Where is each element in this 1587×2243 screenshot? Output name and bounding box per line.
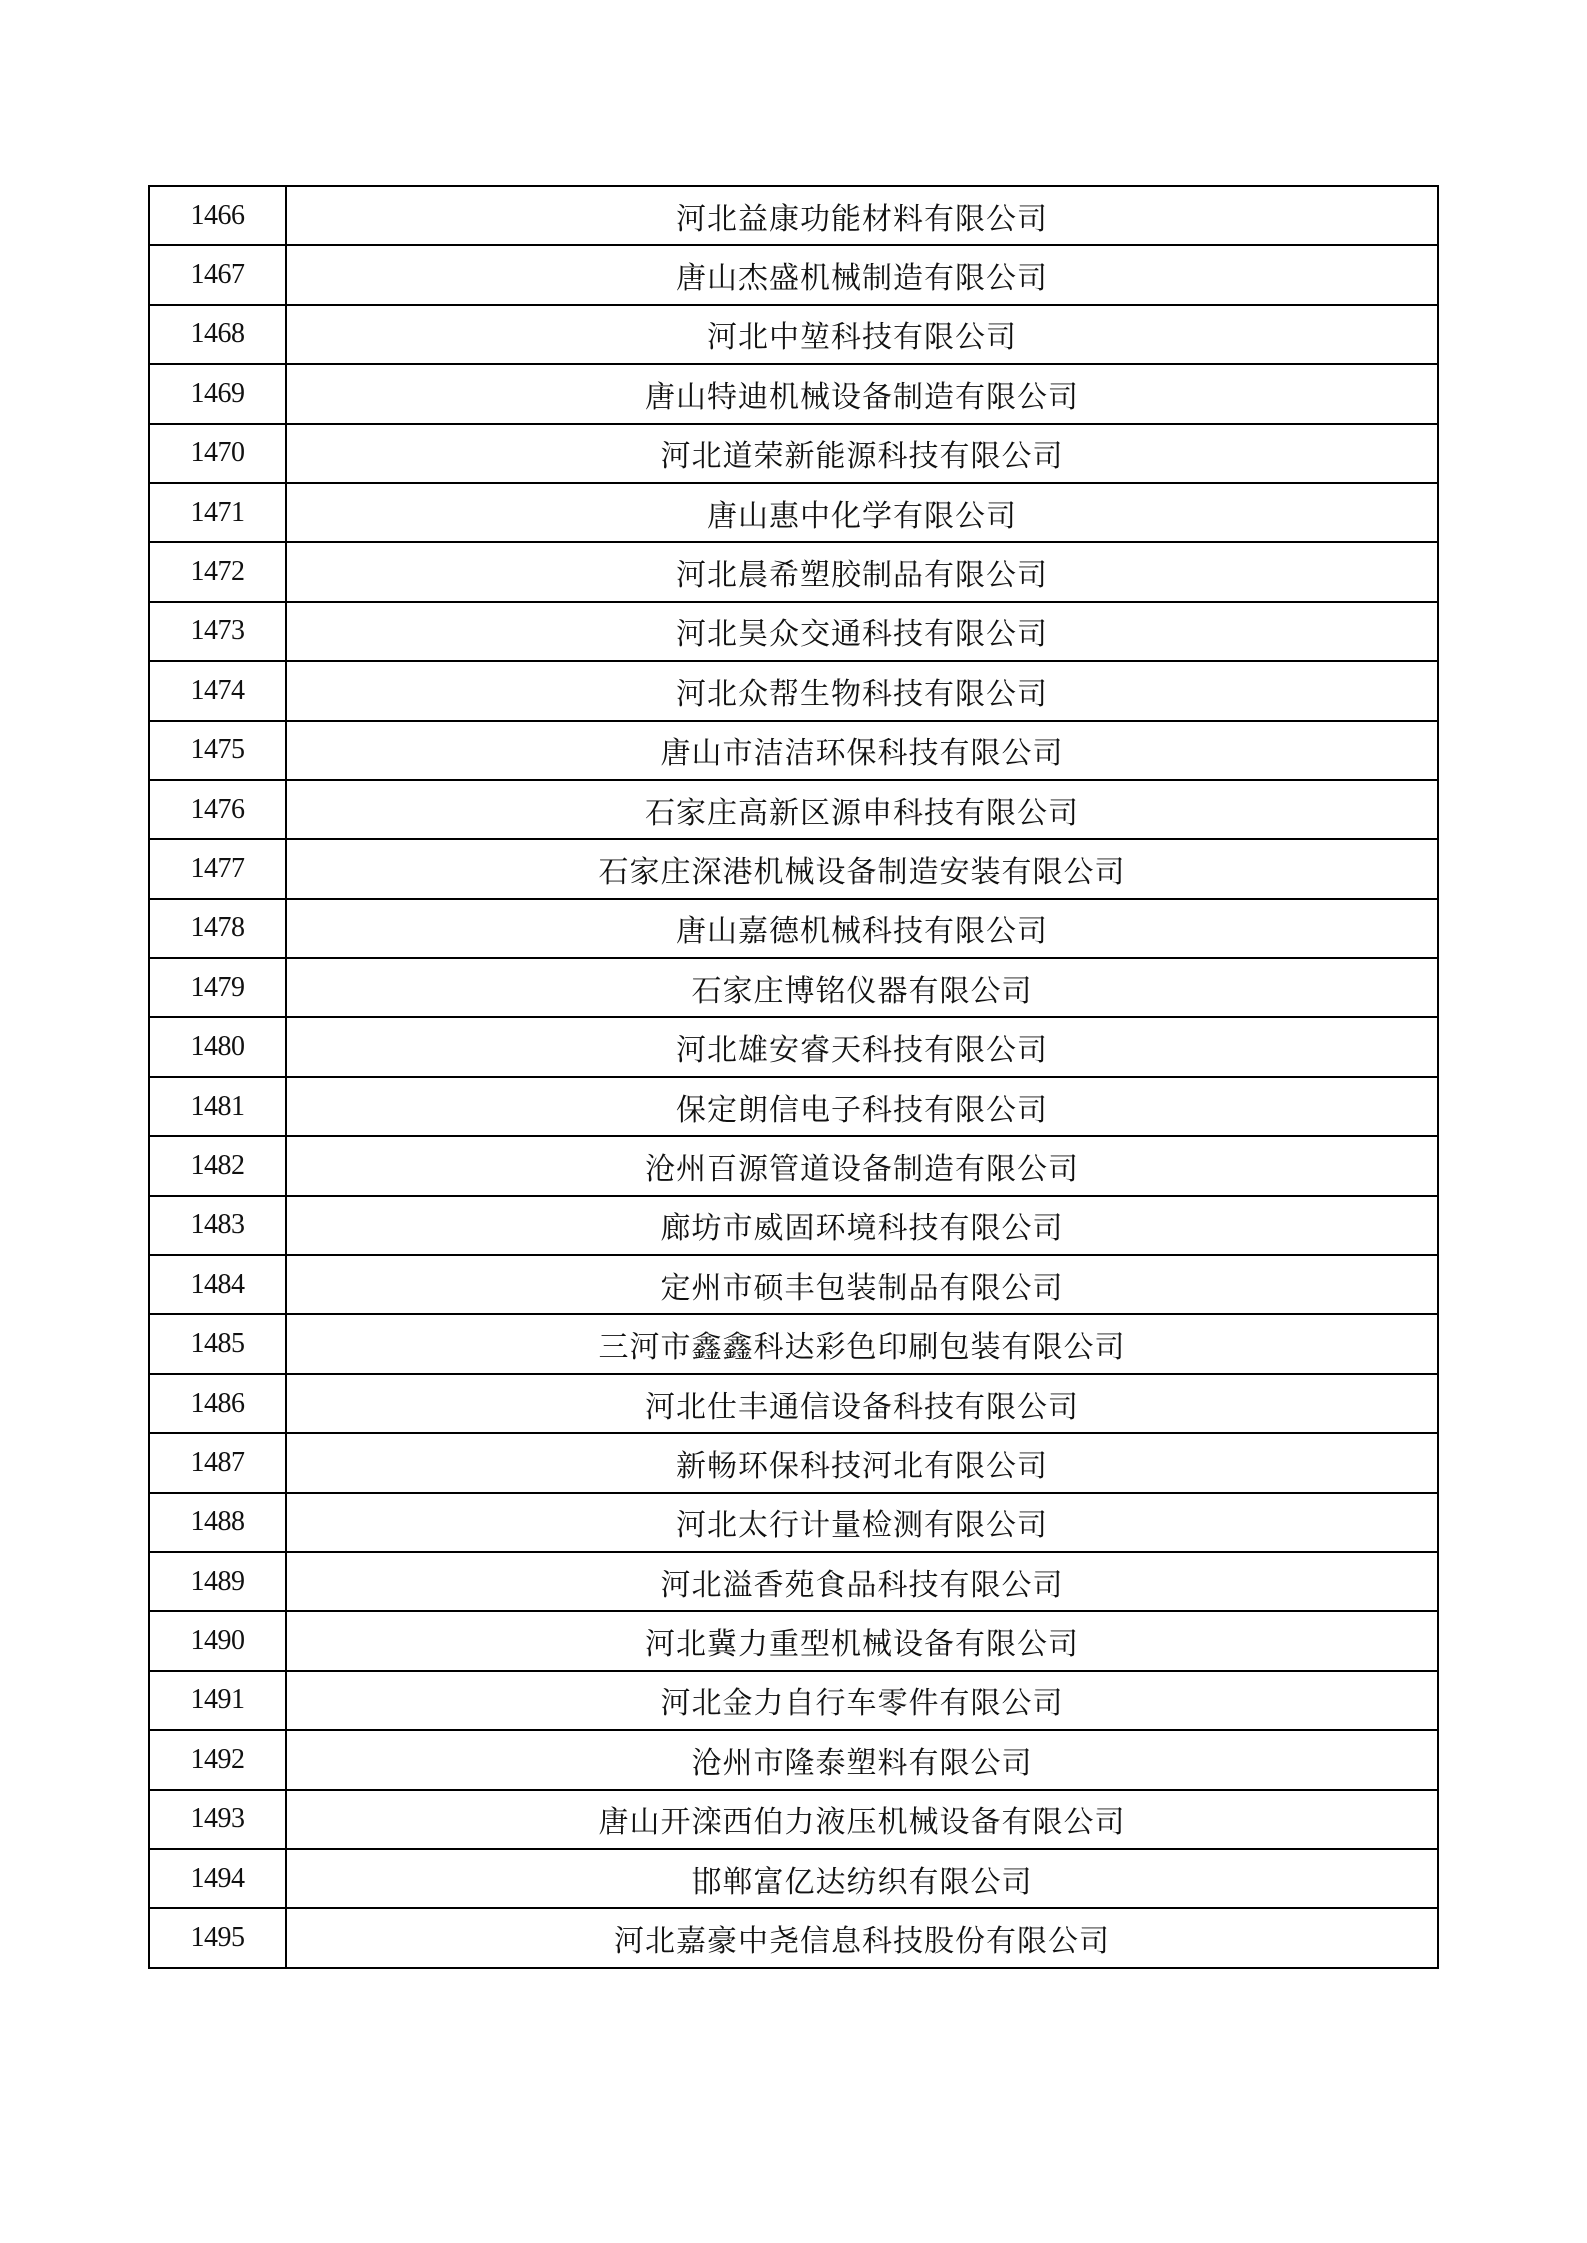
company-name: 河北嘉豪中尧信息科技股份有限公司 bbox=[286, 1908, 1438, 1967]
table-row bbox=[149, 1671, 1438, 1730]
table-row bbox=[149, 1908, 1438, 1967]
table-row bbox=[149, 721, 1438, 780]
company-name: 河北雄安睿天科技有限公司 bbox=[286, 1017, 1438, 1076]
row-number: 1486 bbox=[149, 1374, 286, 1433]
row-number: 1492 bbox=[149, 1730, 286, 1789]
table-row bbox=[149, 1255, 1438, 1314]
row-number: 1481 bbox=[149, 1077, 286, 1136]
company-name: 河北道荣新能源科技有限公司 bbox=[286, 424, 1438, 483]
row-number: 1472 bbox=[149, 542, 286, 601]
table-row bbox=[149, 958, 1438, 1017]
table-row bbox=[149, 1493, 1438, 1552]
company-name: 唐山嘉德机械科技有限公司 bbox=[286, 899, 1438, 958]
company-name: 保定朗信电子科技有限公司 bbox=[286, 1077, 1438, 1136]
table-row bbox=[149, 483, 1438, 542]
row-number: 1466 bbox=[149, 186, 286, 245]
table-row bbox=[149, 1196, 1438, 1255]
company-name: 唐山特迪机械设备制造有限公司 bbox=[286, 364, 1438, 423]
company-name: 石家庄高新区源申科技有限公司 bbox=[286, 780, 1438, 839]
company-name: 沧州市隆泰塑料有限公司 bbox=[286, 1730, 1438, 1789]
table-row bbox=[149, 602, 1438, 661]
table-row bbox=[149, 1790, 1438, 1849]
table-row bbox=[149, 364, 1438, 423]
company-name: 定州市硕丰包装制品有限公司 bbox=[286, 1255, 1438, 1314]
table-row bbox=[149, 1611, 1438, 1670]
company-name: 河北金力自行车零件有限公司 bbox=[286, 1671, 1438, 1730]
company-name: 石家庄博铭仪器有限公司 bbox=[286, 958, 1438, 1017]
table-row bbox=[149, 1017, 1438, 1076]
company-name: 唐山惠中化学有限公司 bbox=[286, 483, 1438, 542]
row-number: 1475 bbox=[149, 721, 286, 780]
table-row bbox=[149, 899, 1438, 958]
row-number: 1493 bbox=[149, 1790, 286, 1849]
row-number: 1480 bbox=[149, 1017, 286, 1076]
row-number: 1468 bbox=[149, 305, 286, 364]
row-number: 1476 bbox=[149, 780, 286, 839]
company-name: 河北仕丰通信设备科技有限公司 bbox=[286, 1374, 1438, 1433]
table-row bbox=[149, 542, 1438, 601]
company-name: 三河市鑫鑫科达彩色印刷包装有限公司 bbox=[286, 1314, 1438, 1373]
company-name: 石家庄深港机械设备制造安装有限公司 bbox=[286, 839, 1438, 898]
company-name: 河北太行计量检测有限公司 bbox=[286, 1493, 1438, 1552]
company-name: 新畅环保科技河北有限公司 bbox=[286, 1433, 1438, 1492]
company-name: 河北众帮生物科技有限公司 bbox=[286, 661, 1438, 720]
row-number: 1494 bbox=[149, 1849, 286, 1908]
company-name: 河北冀力重型机械设备有限公司 bbox=[286, 1611, 1438, 1670]
row-number: 1495 bbox=[149, 1908, 286, 1967]
row-number: 1479 bbox=[149, 958, 286, 1017]
table-row bbox=[149, 1077, 1438, 1136]
row-number: 1482 bbox=[149, 1136, 286, 1195]
table-row bbox=[149, 1849, 1438, 1908]
table-row bbox=[149, 1136, 1438, 1195]
table-row bbox=[149, 1374, 1438, 1433]
company-name: 河北益康功能材料有限公司 bbox=[286, 186, 1438, 245]
company-name: 河北中堃科技有限公司 bbox=[286, 305, 1438, 364]
row-number: 1484 bbox=[149, 1255, 286, 1314]
company-name: 唐山市洁洁环保科技有限公司 bbox=[286, 721, 1438, 780]
company-name: 邯郸富亿达纺织有限公司 bbox=[286, 1849, 1438, 1908]
row-number: 1489 bbox=[149, 1552, 286, 1611]
company-name: 河北晨希塑胶制品有限公司 bbox=[286, 542, 1438, 601]
row-number: 1488 bbox=[149, 1493, 286, 1552]
row-number: 1487 bbox=[149, 1433, 286, 1492]
company-list-table bbox=[148, 185, 1439, 1969]
table-row bbox=[149, 780, 1438, 839]
table-body bbox=[149, 186, 1438, 1968]
table-row bbox=[149, 1314, 1438, 1373]
table-row bbox=[149, 1552, 1438, 1611]
row-number: 1473 bbox=[149, 602, 286, 661]
table-row bbox=[149, 1433, 1438, 1492]
company-name: 廊坊市威固环境科技有限公司 bbox=[286, 1196, 1438, 1255]
company-name: 唐山开滦西伯力液压机械设备有限公司 bbox=[286, 1790, 1438, 1849]
row-number: 1478 bbox=[149, 899, 286, 958]
table-row bbox=[149, 1730, 1438, 1789]
table-row bbox=[149, 186, 1438, 245]
row-number: 1491 bbox=[149, 1671, 286, 1730]
row-number: 1469 bbox=[149, 364, 286, 423]
table-row bbox=[149, 305, 1438, 364]
row-number: 1477 bbox=[149, 839, 286, 898]
row-number: 1490 bbox=[149, 1611, 286, 1670]
row-number: 1474 bbox=[149, 661, 286, 720]
company-name: 沧州百源管道设备制造有限公司 bbox=[286, 1136, 1438, 1195]
row-number: 1485 bbox=[149, 1314, 286, 1373]
company-name: 河北溢香苑食品科技有限公司 bbox=[286, 1552, 1438, 1611]
row-number: 1483 bbox=[149, 1196, 286, 1255]
company-name: 唐山杰盛机械制造有限公司 bbox=[286, 245, 1438, 304]
row-number: 1471 bbox=[149, 483, 286, 542]
row-number: 1467 bbox=[149, 245, 286, 304]
table-row bbox=[149, 661, 1438, 720]
table-row bbox=[149, 839, 1438, 898]
row-number: 1470 bbox=[149, 424, 286, 483]
company-name: 河北昊众交通科技有限公司 bbox=[286, 602, 1438, 661]
table-row bbox=[149, 424, 1438, 483]
table-row bbox=[149, 245, 1438, 304]
